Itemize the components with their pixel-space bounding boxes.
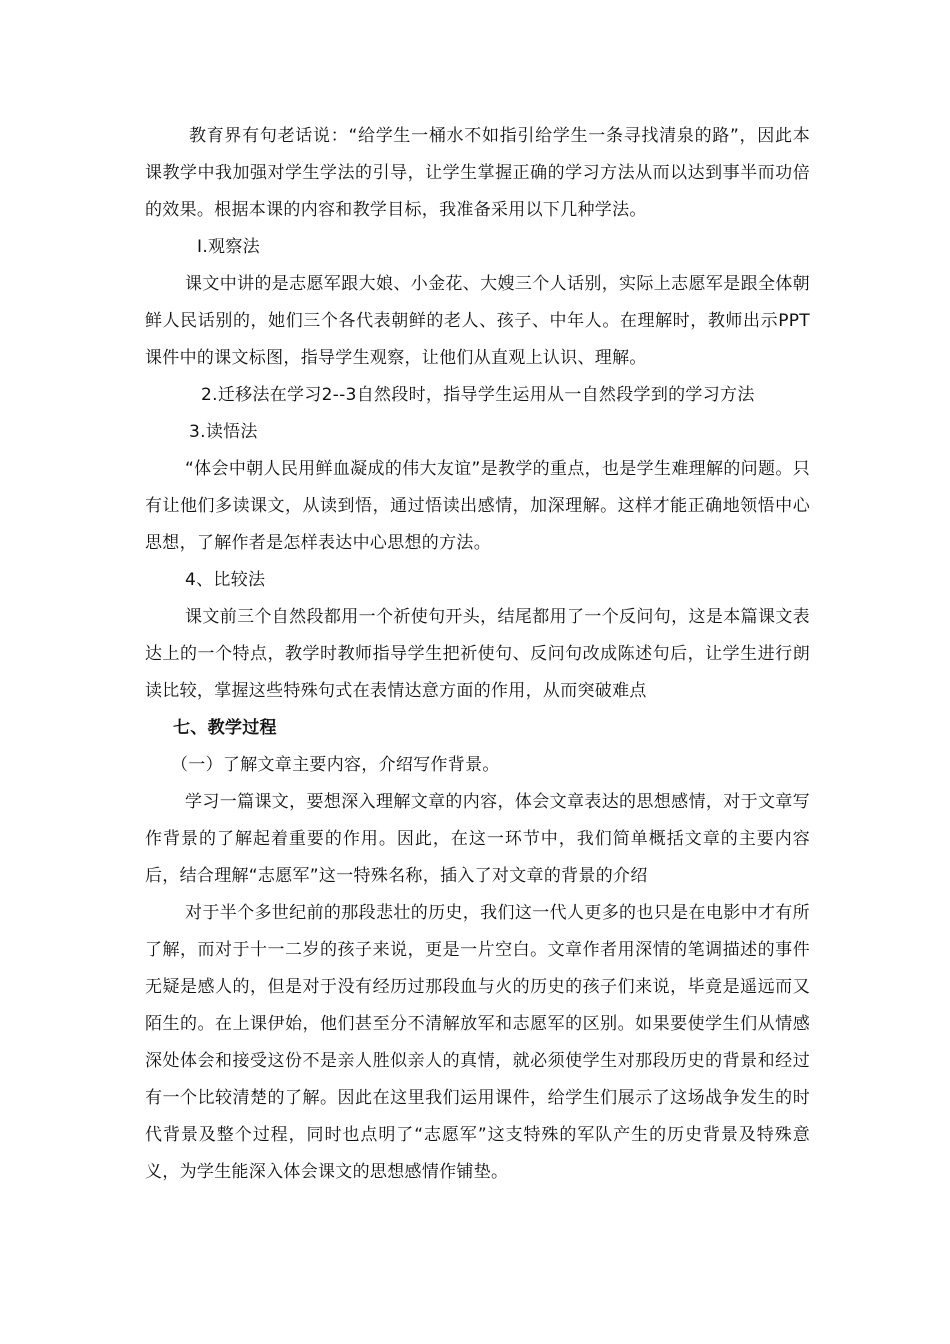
method-transfer-item: 2.迁移法在学习2--3自然段时，指导学生运用从一自然段学到的学习方法: [201, 385, 755, 405]
document-body: [145, 118, 810, 1191]
method-observation-heading: Ⅰ.观察法: [197, 237, 260, 257]
intro-paragraph: 教育界有句老话说：“给学生一桶水不如指引给学生一条寻找清泉的路”，因此本课教学中我加强对学生学法的引导，让学生掌握正确的学习方法从而以达到事半而功倍的效果。根据本课的内容和教学目标，我准备采用以下几种学法。: [145, 126, 810, 220]
section-heading-teaching-process: 七、教学过程: [173, 718, 277, 738]
observation-paragraph: 课文中讲的是志愿军跟大娘、小金花、大嫂三个人话别，实际上志愿军是跟全体朝鲜人民话别的，她们三个各代表朝鲜的老人、孩子、中年人。在理解时，教师出示PPT课件中的课文标图，指导学生观察，让他们从直观上认识、理解。: [145, 274, 810, 368]
method-reading-heading: 3.读悟法: [189, 422, 258, 442]
comparison-paragraph: 课文前三个自然段都用一个祈使句开头，结尾都用了一个反问句，这是本篇课文表达上的一个特点，教学时教师指导学生把祈使句、反问句改成陈述句后，让学生进行朗读比较，掌握这些特殊句式在表情达意方面的作用，从而突破难点: [145, 607, 810, 701]
method-comparison-heading: 4、比较法: [185, 570, 266, 590]
history-paragraph: 对于半个多世纪前的那段悲壮的历史，我们这一代人更多的也只是在电影中才有所了解，而对于十一二岁的孩子来说，更是一片空白。文章作者用深情的笔调描述的事件无疑是感人的，但是对于没有经历过那段血与火的历史的孩子们来说，毕竟是遥远而又陌生的。在上课伊始，他们甚至分不清解放军和志愿军的区别。如果要使学生们从情感深处体会和接受这份不是亲人胜似亲人的真情，就必须使学生对那段历史的背景和经过有一个比较清楚的了解。因此在这里我们运用课件，给学生们展示了这场战争发生的时代背景及整个过程，同时也点明了“志愿军”这支特殊的军队产生的历史背景及特殊意义，为学生能深入体会课文的思想感情作铺垫。: [145, 903, 810, 1182]
reading-paragraph: “体会中朝人民用鲜血凝成的伟大友谊”是教学的重点，也是学生难理解的问题。只有让他们多读课文，从读到悟，通过悟读出感情，加深理解。这样才能正确地领悟中心思想，了解作者是怎样表达中心思想的方法。: [145, 459, 810, 553]
subsection-heading-background: （一）了解文章主要内容，介绍写作背景。: [171, 755, 500, 775]
study-paragraph: 学习一篇课文，要想深入理解文章的内容，体会文章表达的思想感情，对于文章写作背景的了解起着重要的作用。因此，在这一环节中，我们简单概括文章的主要内容后，结合理解“志愿军”这一特殊名称，插入了对文章的背景的介绍: [145, 792, 810, 886]
